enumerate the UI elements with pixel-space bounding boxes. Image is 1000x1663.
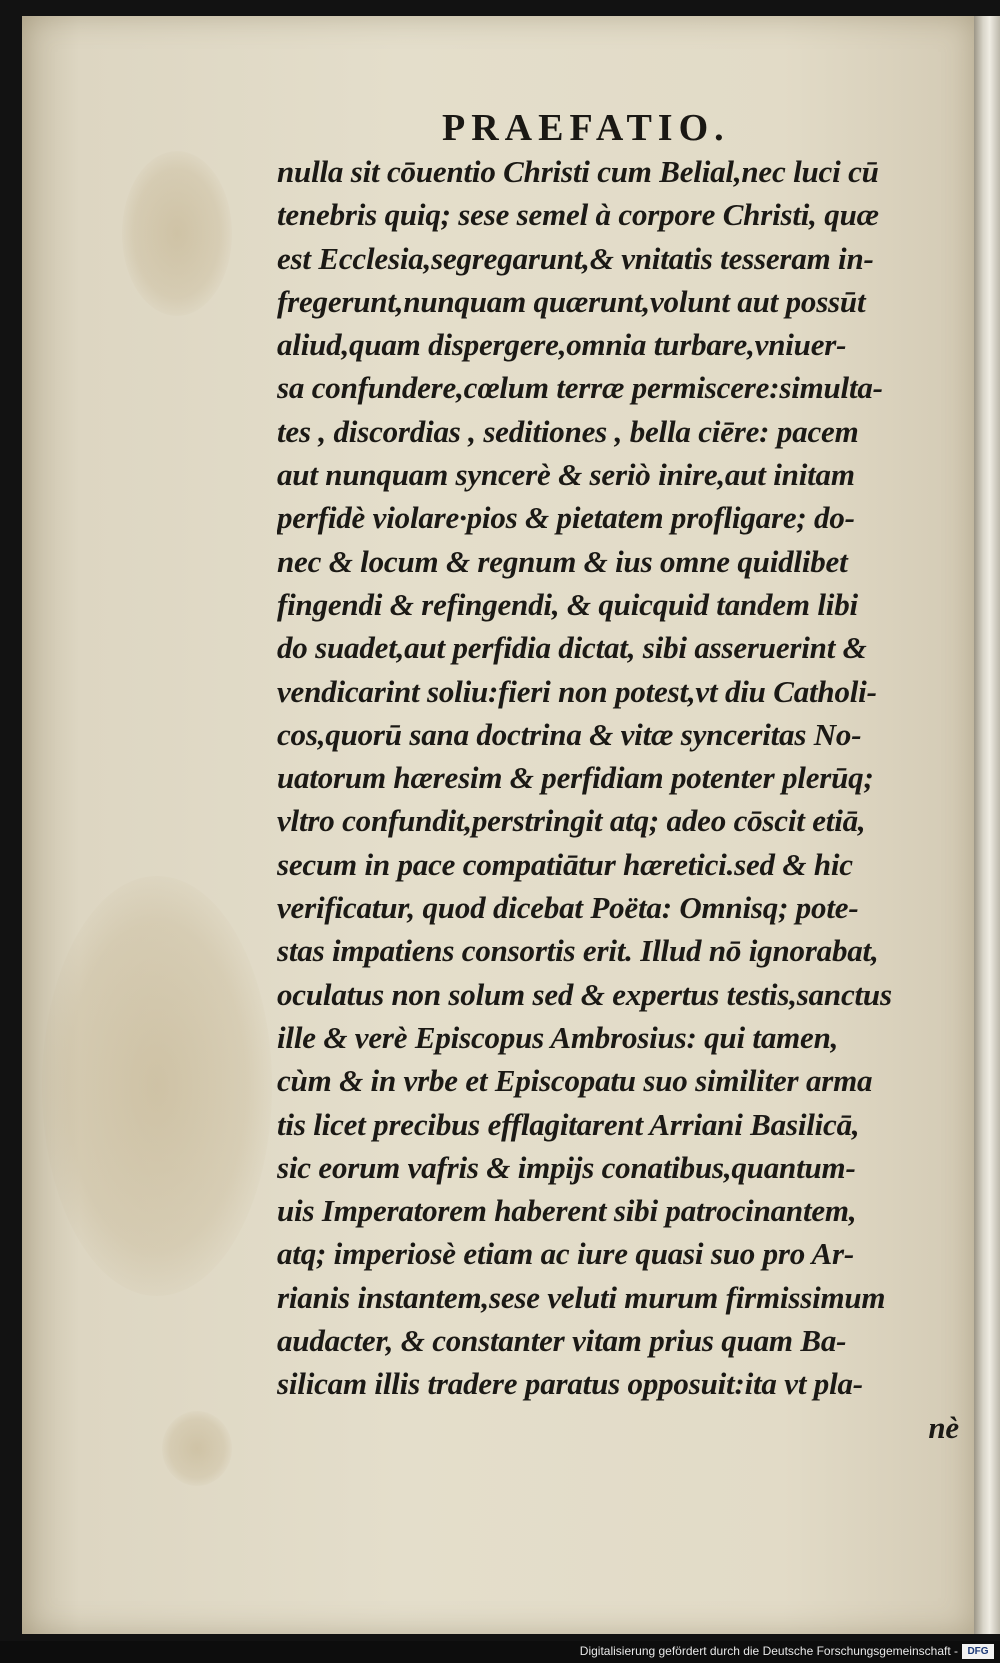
text-line: sa confundere,cœlum terræ permiscere:simulta- <box>277 370 883 406</box>
text-line: fregerunt,nunquam quærunt,volunt aut possūt <box>277 283 866 319</box>
stain-upper-left <box>122 151 232 316</box>
text-line: aut nunquam syncerè & seriò inire,aut initam <box>277 457 855 493</box>
running-head: PRAEFATIO. <box>442 107 730 149</box>
text-line: cos,quorū sana doctrina & vitæ synceritas No- <box>277 716 862 752</box>
dfg-logo: DFG <box>962 1644 994 1659</box>
text-line: ille & verè Episcopus Ambrosius: qui tamen, <box>277 1019 839 1055</box>
text-line: rianis instantem,sese veluti murum firmissimum <box>277 1279 886 1315</box>
body-text <box>277 150 977 1449</box>
footer-bar <box>0 1641 1000 1663</box>
book-page <box>22 16 974 1634</box>
text-line: uis Imperatorem haberent sibi patrocinantem, <box>277 1193 857 1229</box>
text-line: cùm & in vrbe et Episcopatu suo similiter arma <box>277 1063 873 1099</box>
text-line: audacter, & constanter vitam prius quam Ba- <box>277 1323 847 1359</box>
text-line: nulla sit cōuentio Christi cum Belial,nec luci cū <box>277 154 879 189</box>
text-line: fingendi & refingendi, & quicquid tandem libi <box>277 586 858 622</box>
text-line: perfidè violare·pios & pietatem profligare; do- <box>277 500 855 536</box>
text-line: oculatus non solum sed & expertus testis,sanctus <box>277 976 892 1012</box>
text-line: tes , discordias , seditiones , bella ciēre: pacem <box>277 413 859 449</box>
text-line: atq; imperiosè etiam ac iure quasi suo pro Ar- <box>277 1236 854 1272</box>
text-line: tenebris quiq; sese semel à corpore Christi, quæ <box>277 197 879 233</box>
text-line: verificatur, quod dicebat Poëta: Omnisq; pote- <box>277 890 859 926</box>
text-line: sic eorum vafris & impijs conatibus,quantum- <box>277 1149 856 1185</box>
text-line: silicam illis tradere paratus opposuit:ita vt pla- <box>277 1366 863 1402</box>
stain-lower-left <box>42 876 272 1296</box>
text-line: tis licet precibus efflagitarent Arriani Basilicā, <box>277 1106 860 1142</box>
text-line: do suadet,aut perfidia dictat, sibi asseruerint & <box>277 630 867 666</box>
funding-notice: Digitalisierung gefördert durch die Deutsche Forschungsgemeinschaft - <box>579 1644 958 1658</box>
text-line: aliud,quam dispergere,omnia turbare,vniuer- <box>277 327 847 363</box>
text-line: nec & locum & regnum & ius omne quidlibet <box>277 543 848 579</box>
page-edge <box>974 16 1000 1634</box>
text-line: vltro confundit,perstringit atq; adeo cōscit etiā, <box>277 803 866 839</box>
text-line: vendicarint soliu:fieri non potest,vt diu Catholi- <box>277 673 877 709</box>
stain-bottom-left <box>162 1411 232 1486</box>
text-line: secum in pace compatiātur hæretici.sed & hic <box>277 846 853 882</box>
text-line: uatorum hæresim & perfidiam potenter plerūq; <box>277 760 874 796</box>
text-line: stas impatiens consortis erit. Illud nō ignorabat, <box>277 933 879 969</box>
text-line: est Ecclesia,segregarunt,& vnitatis tesseram in- <box>277 240 874 276</box>
catchword: nè <box>928 1409 959 1445</box>
